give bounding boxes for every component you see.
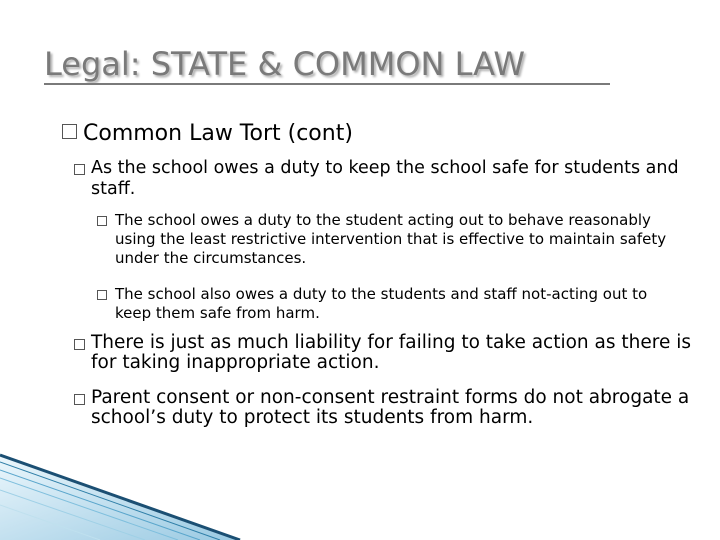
sub-bullet-item bbox=[97, 285, 677, 323]
sub-bullet-text: The school owes a duty to the student acting out to behave reasonably using the least restrictive intervention that is effective to maintain safety under the circumstances. bbox=[115, 211, 667, 267]
sub-bullet-text: The school also owes a duty to the students and staff not-acting out to keep them safe from harm. bbox=[115, 285, 648, 322]
slide-title: Legal: STATE & COMMON LAW bbox=[44, 45, 546, 83]
bullet-box-icon bbox=[97, 216, 107, 226]
title-underline bbox=[44, 83, 610, 85]
bullet-text: There is just as much liability for failing to take action as there is for taking inappropriate action. bbox=[91, 332, 691, 373]
bullet-box-icon bbox=[74, 164, 85, 175]
bullet-box-icon bbox=[74, 339, 85, 350]
bullet-text: Parent consent or non-consent restraint forms do not abrogate a school’s duty to protect its students from harm. bbox=[91, 387, 690, 428]
heading-item bbox=[62, 121, 353, 147]
bullet-item bbox=[74, 333, 694, 373]
sub-bullet-item bbox=[97, 211, 677, 268]
bullet-box-icon bbox=[74, 394, 85, 405]
bullet-item bbox=[74, 388, 694, 428]
bullet-text: As the school owes a duty to keep the school safe for students and staff. bbox=[91, 158, 679, 199]
bullet-box-icon bbox=[97, 290, 107, 300]
bullet-item bbox=[74, 158, 694, 200]
bullet-box-icon bbox=[62, 124, 77, 139]
heading-text: Common Law Tort (cont) bbox=[83, 121, 353, 146]
